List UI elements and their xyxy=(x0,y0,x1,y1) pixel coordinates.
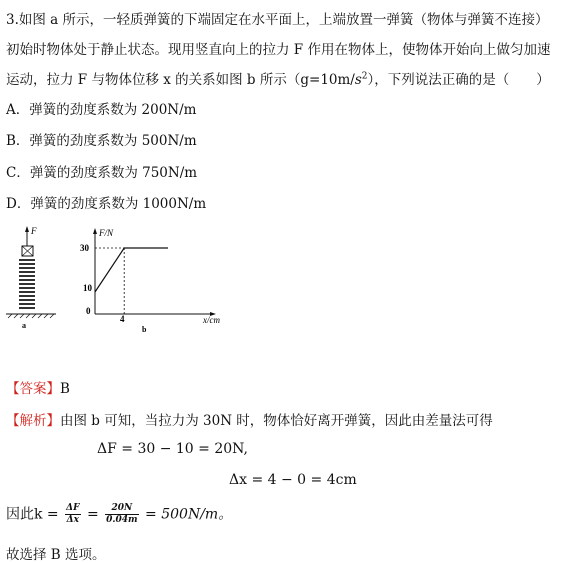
question-line-3 xyxy=(6,68,550,88)
analysis-text: 由图 b 可知，当拉力为 30N 时，物体恰好离开弹簧，因此由差量法可得 xyxy=(60,413,493,429)
k-variable: k = xyxy=(34,506,64,523)
unit-exponent: 2 xyxy=(361,71,368,82)
question-line-2: 初始时物体处于静止状态。现用竖直向上的拉力 F 作用在物体上，使物体开始向上做匀加速 xyxy=(6,42,551,58)
question-line-3-part-b: ），下列说法正确的是（ ） xyxy=(367,72,550,88)
fig-b-y-label: F/N xyxy=(99,228,114,238)
conclusion: 故选择 B 选项。 xyxy=(6,547,106,563)
fig-b-caption: b xyxy=(142,325,147,334)
tick-10: 10 xyxy=(83,283,92,293)
fraction-values xyxy=(105,503,138,526)
fraction-delta xyxy=(65,503,80,526)
fraction-values-numerator: 20N xyxy=(105,503,138,515)
option-d: D．弹簧的劲度系数为 1000N/m xyxy=(6,196,207,212)
ground-hatch xyxy=(8,314,54,318)
fig-b-data-line xyxy=(95,248,168,292)
figure-a xyxy=(6,226,56,330)
option-b: B．弹簧的劲度系数为 500N/m xyxy=(6,133,197,149)
analysis-label: 【解析】 xyxy=(6,413,60,429)
tick-30: 30 xyxy=(80,243,89,253)
answer-label: 【答案】 xyxy=(6,381,60,397)
equation-k xyxy=(6,503,232,526)
question-line-1: 3.如图 a 所示，一轻质弹簧的下端固定在水平面上，上端放置一弹簧（物体与弹簧不连接） xyxy=(6,12,549,28)
figure-b xyxy=(80,228,220,334)
fig-a-force-label: F xyxy=(31,226,37,236)
fig-b-y-arrow xyxy=(93,228,97,234)
equation-delta-x: Δx = 4 − 0 = 4cm xyxy=(229,472,357,488)
fig-b-x-label: x/cm xyxy=(203,315,220,325)
fraction-delta-denominator: Δx xyxy=(66,515,79,525)
k-result: = 500N/m。 xyxy=(140,506,233,523)
spring xyxy=(19,260,35,308)
option-c: C．弹簧的劲度系数为 750N/m xyxy=(6,165,198,181)
force-arrow-head xyxy=(25,226,29,232)
analysis-line xyxy=(6,409,493,429)
fraction-delta-numerator: ΔF xyxy=(66,503,80,513)
unit-s: s xyxy=(354,72,362,88)
answer-value: B xyxy=(60,381,70,397)
figure-area xyxy=(0,222,240,342)
equation-delta-f: ΔF = 30 − 10 = 20N, xyxy=(97,441,248,457)
question-line-3-part-a: 运动，拉力 F 与物体位移 x 的关系如图 b 所示（g=10m/ xyxy=(6,72,355,88)
option-a: A．弹簧的劲度系数为 200N/m xyxy=(6,102,197,118)
k-prefix: 因此 xyxy=(6,506,34,523)
answer-line xyxy=(6,377,70,397)
equals-sign: = xyxy=(82,506,104,523)
fig-a-caption: a xyxy=(22,321,26,330)
fraction-values-denominator: 0.04m xyxy=(106,515,138,525)
tick-4: 4 xyxy=(120,314,125,324)
tick-0: 0 xyxy=(86,306,91,316)
